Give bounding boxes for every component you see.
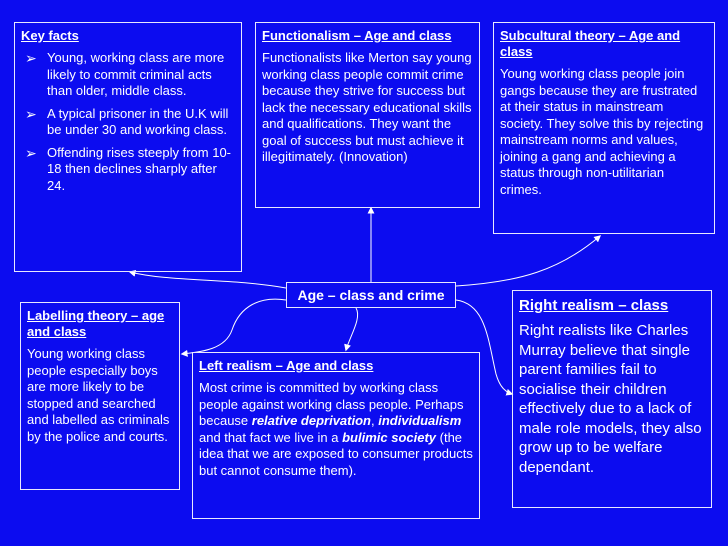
key-facts-box (14, 22, 242, 272)
key-facts-list (21, 50, 235, 194)
functionalism-title: Functionalism – Age and class (262, 28, 452, 43)
list-item: ➢ A typical prisoner in the U.K will be under 30 and working class. (25, 105, 229, 137)
term-relative-deprivation: relative deprivation (251, 413, 371, 428)
subcultural-body: Young working class people join gangs because they are frustrated at their status in mainstream society. They solve this by rejecting mainstream norms and values, joining a gang and achieving a status through non-utilitarian crimes. (500, 66, 704, 197)
left-realism-title: Left realism – Age and class (199, 358, 374, 373)
functionalism-body: Functionalists like Merton say young working class people commit crime because they strive for success but lack the necessary educational skills and qualifications. They want the goal of success but must achieve it illegitimately. (Innovation) (262, 50, 472, 164)
key-facts-title: Key facts (21, 28, 79, 43)
subcultural-title: Subcultural theory – Age and class (500, 28, 681, 59)
labelling-title: Labelling theory – age and class (27, 308, 165, 339)
left-realism-box (192, 352, 480, 519)
arrow-to-subcultural (456, 236, 600, 286)
term-bulimic-society: bulimic society (342, 429, 437, 445)
arrow-to-left-realism (346, 308, 358, 350)
arrow-to-key-facts (130, 272, 286, 288)
term-individualism: individualism (378, 413, 462, 428)
list-item: ➢ Offending rises steeply from 10-18 then declines sharply after 24. (25, 144, 232, 193)
right-realism-title: Right realism – class (519, 297, 669, 314)
center-topic: Age – class and crime (286, 282, 456, 308)
left-realism-body: Most crime is committed by working class people against working class people. Perhaps because relative deprivation, individualism and that fact we live in a bulimic society (the idea that we are exposed to consumer products but cannot consume them). (199, 380, 473, 478)
arrow-bullet-icon: ➢ (25, 50, 37, 66)
functionalism-box (255, 22, 480, 208)
arrow-to-labelling (182, 299, 286, 354)
right-realism-body: Right realists like Charles Murray believe that single parent families fail to socialise their children effectively due to a lack of male role models, they also grow up to be welfare dependant. (519, 322, 702, 476)
arrow-bullet-icon: ➢ (25, 144, 37, 161)
labelling-body: Young working class people especially boys are more likely to be stopped and searched and labelled as criminals by the police and courts. (27, 346, 170, 444)
right-realism-box (512, 290, 712, 508)
labelling-box (20, 302, 180, 490)
list-item: ➢ Young, working class are more likely to commit criminal acts than older, middle class. (25, 50, 225, 98)
subcultural-box (493, 22, 715, 234)
arrow-bullet-icon: ➢ (25, 105, 37, 122)
